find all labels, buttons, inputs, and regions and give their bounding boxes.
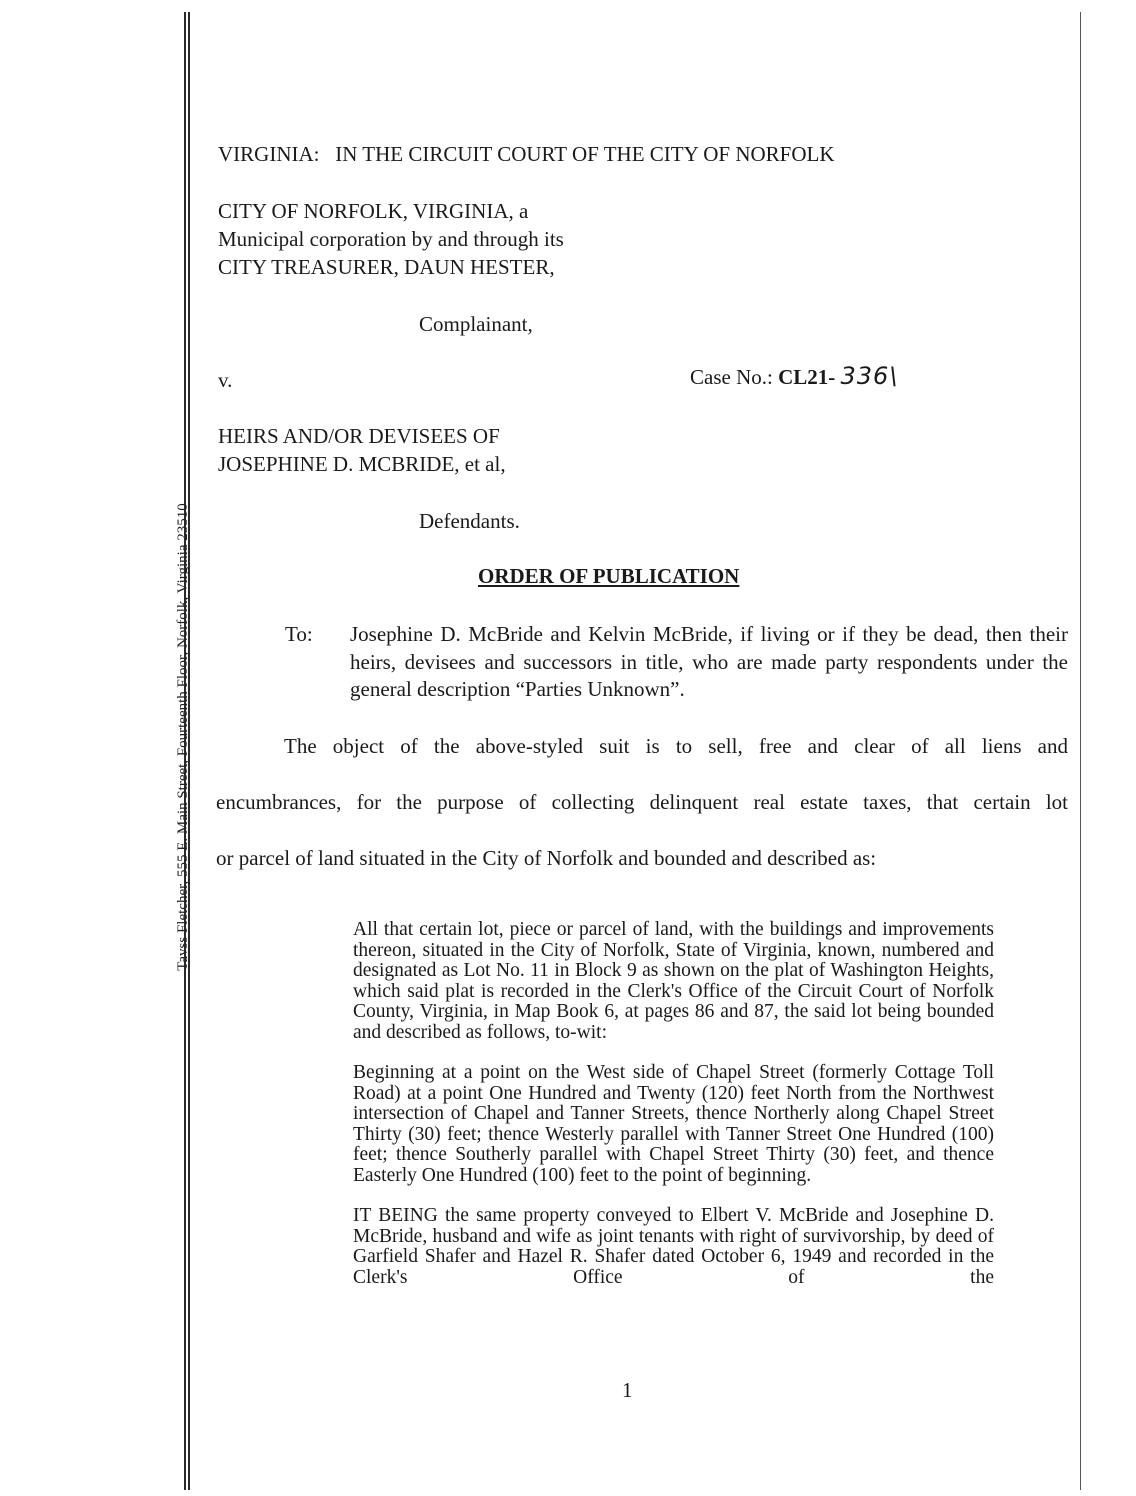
firm-address-margin: Tavss Fletcher, 555 E. Main Street, Fourteenth Floor, Norfolk, Virginia 23510 [175,503,191,971]
body-line-3: or parcel of land situated in the City of Norfolk and bounded and described as: [216,846,877,870]
legal-paragraph-deed: IT BEING the same property conveyed to Elbert V. McBride and Josephine D. McBride, husband and wife as joint tenants with right of survivorship, by deed of Garfield Shafer and Hazel R. Shafer dated October 6, 1949 and recorded in the Clerk's Office of the [353,1205,994,1288]
complainant-line-3: CITY TREASURER, DAUN HESTER, [218,255,555,279]
defendants-role: Defendants. [419,509,520,533]
case-number [690,362,898,390]
complainant-role: Complainant, [419,312,533,336]
body-line-1: The object of the above-styled suit is to sell, free and clear of all liens and [284,734,1068,758]
case-number-value: CL21- [778,365,836,389]
case-label: Case No.: [690,365,779,389]
versus: v. [218,368,233,392]
right-margin-rule [1080,12,1081,1490]
legal-description [353,920,994,1308]
page-title: ORDER OF PUBLICATION [478,564,740,588]
body-line-2: encumbrances, for the purpose of collecting delinquent real estate taxes, that certain lot [216,790,1068,814]
defendants-line-1: HEIRS AND/OR DEVISEES OF [218,424,500,448]
legal-paragraph-lot: All that certain lot, piece or parcel of land, with the buildings and improvements thereon, situated in the City of Norfolk, State of Virginia, known, numbered and designated as Lot No. 11 in Block 9 as shown on the plat of Washington Heights, which said plat is recorded in the Clerk's Office of the Circuit Court of Norfolk County, Virginia, in Map Book 6, at pages 86 and 87, the said lot being bounded and described as follows, to-wit: [353,919,994,1043]
court-heading: VIRGINIA: IN THE CIRCUIT COURT OF THE CITY OF NORFOLK [218,142,835,166]
case-handwritten-number: 336\ [840,362,899,390]
complainant-line-1: CITY OF NORFOLK, VIRGINIA, a [218,199,529,223]
page-number: 1 [622,1378,633,1402]
complainant-line-2: Municipal corporation by and through its [218,227,564,251]
to-text: Josephine D. McBride and Kelvin McBride, if living or if they be dead, then their heirs, devisees and successors in title, who are made party respondents under the general description “Parties Unknown”. [350,622,1068,701]
defendants-line-2: JOSEPHINE D. MCBRIDE, et al, [218,452,506,476]
to-label: To: [285,622,313,646]
legal-paragraph-metes-bounds: Beginning at a point on the West side of Chapel Street (formerly Cottage Toll Road) at a point One Hundred and Twenty (120) feet North from the Northwest intersection of Chapel and Tanner Streets, thence Northerly along Chapel Street Thirty (30) feet; thence Westerly parallel with Tanner Street One Hundred (100) feet; thence Southerly parallel with Chapel Street Thirty (30) feet, and thence Easterly One Hundred (100) feet to the point of beginning. [353,1062,994,1186]
